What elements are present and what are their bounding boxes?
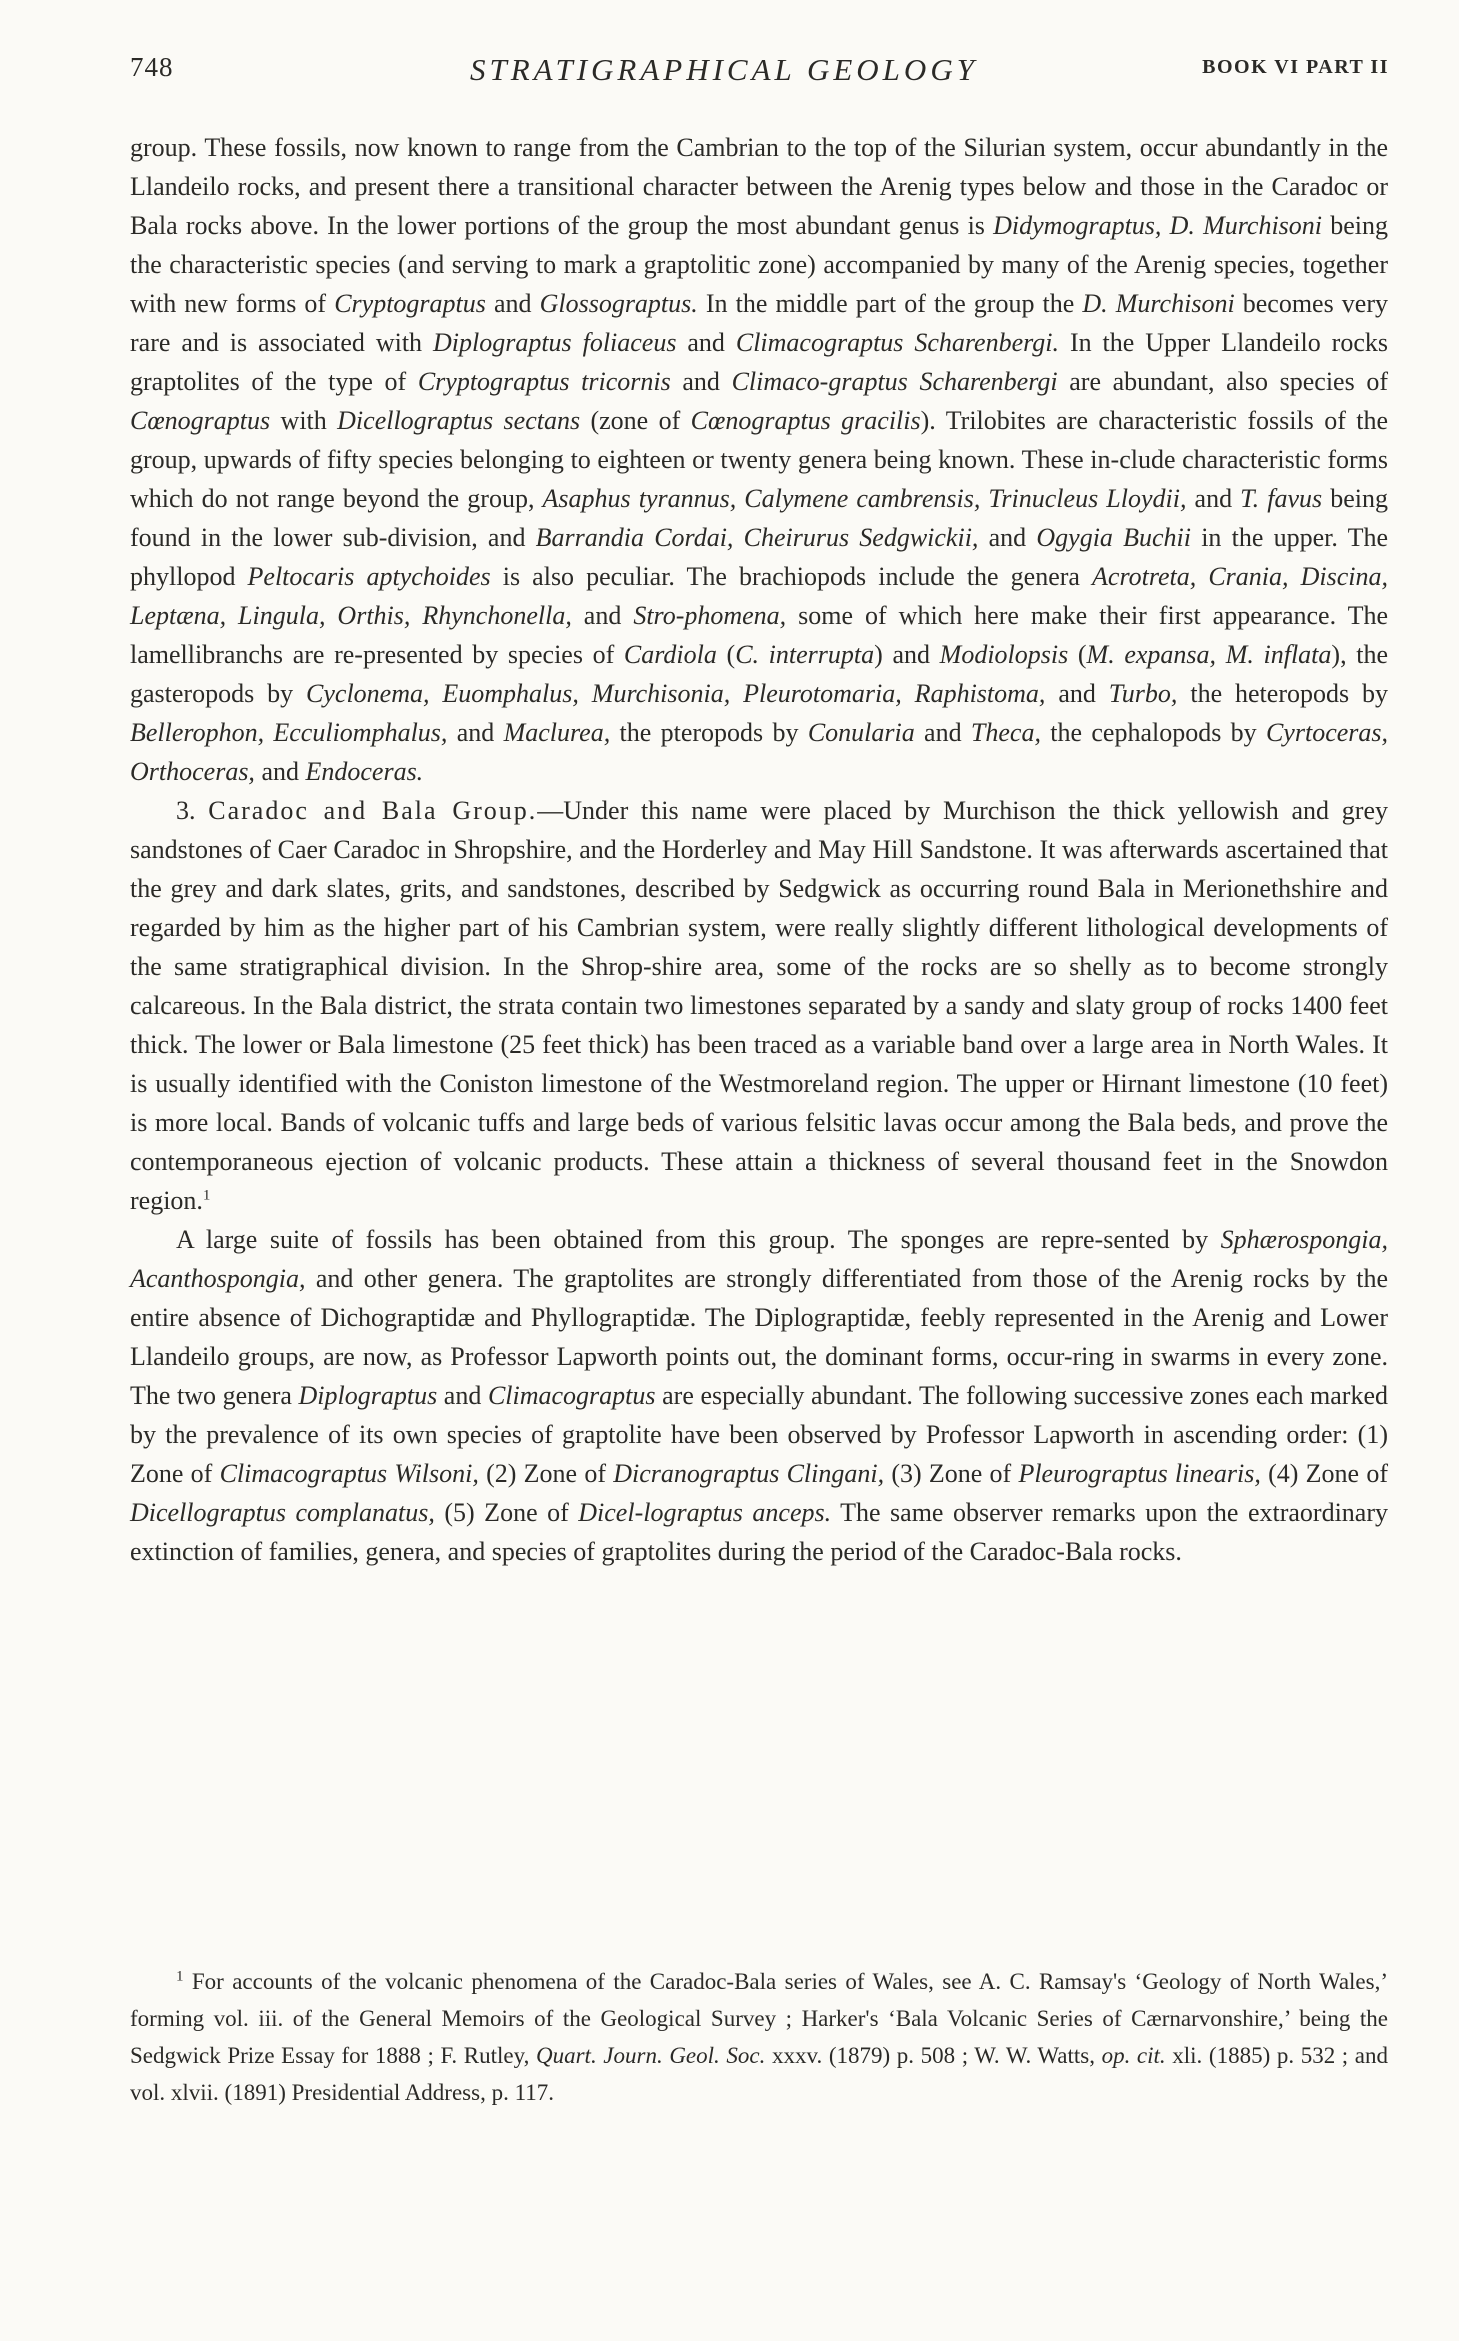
text-run: For accounts of the volcanic phenomena of the Caradoc-Bala series of Wales, see A. C. Ramsay's ‘Geology of North Wales,’ forming vol. iii. of the General Memoirs of the Geological Survey ; Harker's ‘Bala Volcanic Series of Cærnarvonshire,’ being the Sedgwick Prize Essay for 1888 ; F. Rutley, <box>130 1969 1388 2068</box>
italic-run: Maclurea, <box>503 718 611 747</box>
text-run: and <box>571 601 634 630</box>
italic-run: Diplograptus foliaceus <box>432 328 677 357</box>
italic-run: Stro-phomena, <box>633 601 787 630</box>
italic-run: Barrandia Cordai, Cheirurus Sedgwickii, <box>535 523 979 552</box>
text-run: (zone of <box>580 406 691 435</box>
text-run: ( <box>716 640 736 669</box>
paragraph <box>130 791 1388 1220</box>
text-run: xxxv. (1879) p. 508 ; W. W. Watts, <box>765 2043 1102 2068</box>
text-run: and <box>670 367 732 396</box>
text-run: —Under this name were placed by Murchison the thick yellowish and grey sandstones of Caer Caradoc in Shropshire, and the Horderley and May Hill Sandstone. It was afterwards ascertained that the grey and dark slates, grits, and sandstones, described by Sedgwick as occurring round Bala in Merionethshire and regarded by him as the higher part of his Cambrian system, were really slightly different lithological developments of the same stratigraphical division. In the Shrop-shire area, some of the rocks are so shelly as to become strongly calcareous. In the Bala district, the strata contain two limestones separated by a sandy and slaty group of rocks 1400 feet thick. The lower or Bala limestone (25 feet thick) has been traced as a variable band over a large area in North Wales. It is usually identified with the Coniston limestone of the Westmoreland region. The upper or Hirnant limestone (10 feet) is more local. Bands of volcanic tuffs and large beds of various felsitic lavas occur among the Bala beds, and prove the contemporaneous ejection of volcanic products. These attain a thickness of several thousand feet in the Snowdon region. <box>130 796 1388 1215</box>
text-run: some of which here make their first appearance. The lamellibranchs are re-presented by species of <box>130 601 1388 669</box>
text-run: and other genera. The graptolites are strongly differentiated from those of the Arenig rocks by the entire absence of Dichograptidæ and Phyllograptidæ. The Diplograptidæ, feebly represented in the Arenig and Lower Llandeilo groups, are now, as Professor Lapworth points out, the dominant forms, occur-ring in swarms in every zone. The two genera <box>130 1264 1388 1410</box>
text-run: and <box>914 718 971 747</box>
italic-run: Didymograptus, D. Murchisoni <box>993 211 1323 240</box>
italic-run: Modiolopsis <box>939 640 1069 669</box>
footnote <box>130 1963 1388 2111</box>
italic-run: Acrotreta, Crania, Discina, Leptæna, Lingula, Orthis, Rhynchonella, <box>130 562 1388 630</box>
text-run: ). Trilobites are characteristic fossils of the group, upwards of fifty species belonging to eighteen or twenty genera being known. These in-clude characteristic forms which do not range beyond the group, <box>130 406 1388 513</box>
italic-run: Asaphus tyrannus, Calymene cambrensis, Trinucleus Lloydii, <box>542 484 1187 513</box>
italic-run: Cœnograptus <box>130 406 271 435</box>
text-run: becomes very rare and is associated with <box>130 289 1388 357</box>
text-run: xli. (1885) p. 532 ; and vol. xlvii. (1891) Presidential Address, p. 117. <box>130 2043 1389 2105</box>
italic-run: Cryptograptus <box>334 289 486 318</box>
text-run: being found in the lower sub-division, and <box>130 484 1388 552</box>
text-run: with <box>270 406 338 435</box>
text-run: and <box>676 328 736 357</box>
italic-run: Cardiola <box>623 640 717 669</box>
text-run: In the middle part of the group the <box>697 289 1083 318</box>
text-run: the pteropods by <box>610 718 808 747</box>
text-run: ( <box>1068 640 1087 669</box>
text-run: Caradoc and Bala Group. <box>208 796 538 825</box>
italic-run: Bellerophon, Ecculiomphalus, <box>130 718 448 747</box>
italic-run: Dicellograptus sectans <box>337 406 581 435</box>
italic-run: Pleurograptus linearis, <box>1018 1459 1261 1488</box>
italic-run: Endoceras. <box>305 757 424 786</box>
footnote-marker: 1 <box>176 1968 184 1985</box>
text-run: (2) Zone of <box>478 1459 614 1488</box>
text-run: A large suite of fossils has been obtained from this group. The sponges are repre-sented by <box>176 1225 1221 1254</box>
italic-run: Theca, <box>970 718 1041 747</box>
paragraph <box>130 128 1388 791</box>
text-run: and <box>254 757 306 786</box>
running-header <box>130 52 1389 92</box>
italic-run: Diplograptus <box>298 1381 438 1410</box>
text-run: group. These fossils, now known to range from the Cambrian to the top of the Silurian system, occur abundantly in the Llandeilo rocks, and present there a transitional character between the Arenig types below and those in the Caradoc or Bala rocks above. In the lower portions of the group the most abundant genus is <box>130 133 1388 240</box>
italic-run: Climacograptus <box>487 1381 656 1410</box>
italic-run: Cœnograptus gracilis <box>690 406 921 435</box>
text-run: in the upper. The phyllopod <box>130 523 1389 591</box>
italic-run: Dicranograptus Clingani, <box>613 1459 885 1488</box>
italic-run: Ogygia Buchii <box>1036 523 1191 552</box>
italic-run: Climacograptus Wilsoni, <box>219 1459 479 1488</box>
main-text <box>130 128 1388 1571</box>
text-run: being the characteristic species (and serving to mark a graptolitic zone) accompanied by many of the Arenig species, together with new forms of <box>130 211 1388 318</box>
italic-run: Climacograptus Scharenbergi. <box>735 328 1060 357</box>
italic-run: Sphærospongia, Acanthospongia, <box>130 1225 1388 1293</box>
italic-run: Dicellograptus complanatus, <box>130 1498 435 1527</box>
text-run: and <box>447 718 504 747</box>
text-run: the cephalopods by <box>1040 718 1266 747</box>
running-title: STRATIGRAPHICAL GEOLOGY <box>470 52 978 87</box>
italic-run: Cyclonema, Euomphalus, Murchisonia, Pleurotomaria, Raphistoma, <box>306 679 1046 708</box>
book-part-label: BOOK VI PART II <box>1202 56 1389 78</box>
text-run: is also peculiar. The brachiopods include the genera <box>490 562 1093 591</box>
italic-run: T. favus <box>1240 484 1323 513</box>
paragraph <box>130 1220 1388 1571</box>
italic-run: Turbo, <box>1108 679 1178 708</box>
text-run: the heteropods by <box>1177 679 1389 708</box>
text-run: are especially abundant. The following successive zones each marked by the prevalence of its own species of graptolite have been observed by Professor Lapworth in ascending order: (1) Zone of <box>130 1381 1389 1488</box>
italic-run: C. interrupta <box>735 640 875 669</box>
text-run: and <box>978 523 1037 552</box>
text-run: are abundant, also species of <box>1057 367 1389 396</box>
text-run: (4) Zone of <box>1260 1459 1388 1488</box>
italic-run: Quart. Journ. Geol. Soc. <box>536 2043 766 2068</box>
text-run: (5) Zone of <box>434 1498 579 1527</box>
text-run: ) and <box>874 640 940 669</box>
text-run: and <box>1186 484 1241 513</box>
text-run: In the Upper Llandeilo rocks graptolites of the type of <box>130 328 1388 396</box>
italic-run: Dicel-lograptus anceps. <box>578 1498 832 1527</box>
italic-run: M. expansa, M. inflata <box>1086 640 1332 669</box>
italic-run: Glossograptus. <box>539 289 698 318</box>
text-run: and <box>437 1381 488 1410</box>
text-run: and <box>1045 679 1109 708</box>
italic-run: Cyrtoceras, Orthoceras, <box>130 718 1389 786</box>
italic-run: op. cit. <box>1101 2043 1166 2068</box>
page-number: 748 <box>130 52 174 82</box>
text-run: 3. <box>176 796 209 825</box>
text-run: (3) Zone of <box>884 1459 1019 1488</box>
footnote-marker: 1 <box>202 1187 211 1204</box>
italic-run: D. Murchisoni <box>1082 289 1235 318</box>
text-run: The same observer remarks upon the extraordinary extinction of families, genera, and species of graptolites during the period of the Caradoc-Bala rocks. <box>130 1498 1389 1566</box>
italic-run: Climaco-graptus Scharenbergi <box>731 367 1058 396</box>
italic-run: Peltocaris aptychoides <box>247 562 491 591</box>
italic-run: Conularia <box>807 718 915 747</box>
text-run: ), the gasteropods by <box>130 640 1388 708</box>
italic-run: Cryptograptus tricornis <box>417 367 671 396</box>
text-run: and <box>485 289 540 318</box>
